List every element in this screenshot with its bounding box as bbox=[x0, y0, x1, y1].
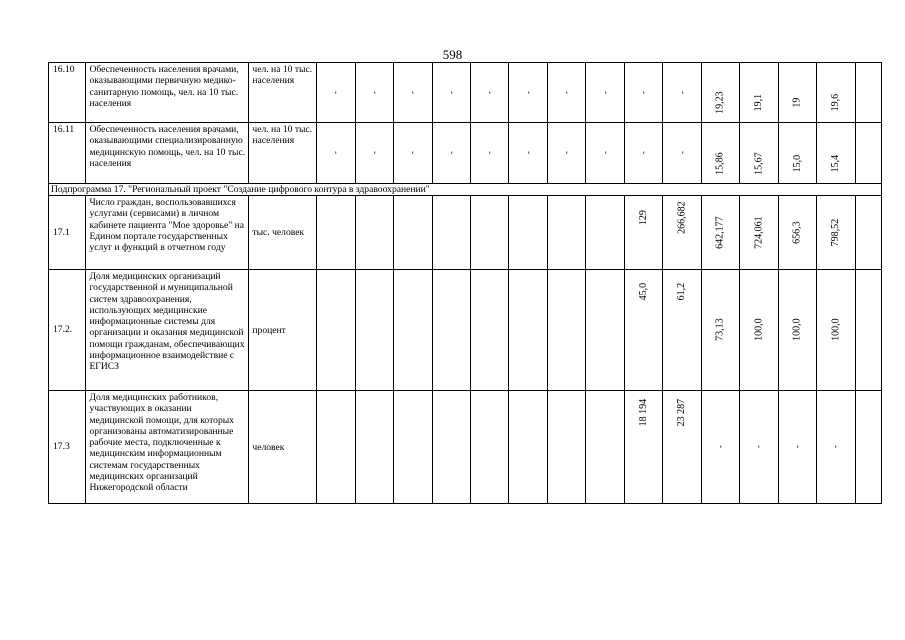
value-cell bbox=[663, 123, 701, 184]
value-text: 129 bbox=[637, 210, 649, 226]
value-text: - bbox=[599, 90, 610, 94]
value-cell bbox=[509, 63, 547, 123]
value-text: - bbox=[445, 90, 456, 94]
value-text: - bbox=[522, 90, 533, 94]
row-number: 17.3 bbox=[49, 391, 86, 504]
value-cell bbox=[547, 270, 585, 391]
unit-of-measure: чел. на 10 тыс. населения bbox=[249, 123, 317, 184]
value-cell bbox=[855, 123, 881, 184]
value-cell bbox=[740, 270, 778, 391]
value-text: - bbox=[560, 90, 571, 94]
value-text: - bbox=[753, 445, 764, 449]
value-cell bbox=[855, 391, 881, 504]
value-cell bbox=[586, 270, 624, 391]
table-row bbox=[49, 196, 882, 270]
value-cell bbox=[471, 123, 509, 184]
value-cell bbox=[624, 123, 662, 184]
value-cell bbox=[740, 196, 778, 270]
value-cell bbox=[624, 63, 662, 123]
value-cell bbox=[817, 270, 855, 391]
value-cell bbox=[547, 391, 585, 504]
value-cell bbox=[586, 196, 624, 270]
value-text: - bbox=[522, 151, 533, 155]
value-cell bbox=[778, 270, 816, 391]
value-text: - bbox=[484, 90, 495, 94]
value-cell bbox=[432, 270, 470, 391]
value-text: 61,2 bbox=[676, 282, 688, 301]
value-cell bbox=[701, 391, 739, 504]
value-text: - bbox=[330, 90, 341, 94]
value-cell bbox=[394, 196, 432, 270]
value-cell bbox=[471, 63, 509, 123]
value-text: - bbox=[368, 90, 379, 94]
value-cell bbox=[817, 196, 855, 270]
value-cell bbox=[394, 270, 432, 391]
value-cell bbox=[355, 123, 393, 184]
indicator-name: Доля медицинских работников, участвующих в оказании медицинской помощи, для которых организованы автоматизированные рабочие места, подключенные к медицинским информационным системам государственных медицинских организаций Нижегородской области bbox=[86, 391, 249, 504]
value-cell bbox=[471, 391, 509, 504]
subprogram-title: Подпрограмма 17. "Региональный проект "Создание цифрового контура в здравоохранении" bbox=[49, 184, 882, 196]
value-text: 19,1 bbox=[753, 93, 765, 112]
row-number: 16.11 bbox=[49, 123, 86, 184]
value-cell bbox=[509, 391, 547, 504]
value-cell bbox=[624, 196, 662, 270]
row-number: 17.2. bbox=[49, 270, 86, 391]
value-cell bbox=[432, 63, 470, 123]
value-cell bbox=[586, 123, 624, 184]
value-cell bbox=[317, 196, 355, 270]
value-text: 15,86 bbox=[714, 152, 726, 175]
value-text: 266,682 bbox=[676, 201, 688, 234]
unit-of-measure: чел. на 10 тыс. населения bbox=[249, 63, 317, 123]
value-text: - bbox=[368, 151, 379, 155]
row-number: 16.10 bbox=[49, 63, 86, 123]
unit-of-measure: человек bbox=[249, 391, 317, 504]
value-cell bbox=[586, 391, 624, 504]
unit-of-measure: тыс. человек bbox=[249, 196, 317, 270]
value-text: 19 bbox=[791, 97, 803, 108]
value-text: - bbox=[791, 445, 802, 449]
value-text: 100,0 bbox=[753, 318, 765, 342]
value-cell bbox=[701, 196, 739, 270]
value-cell bbox=[547, 196, 585, 270]
value-cell bbox=[317, 391, 355, 504]
indicator-name: Число граждан, воспользовавшихся услугами (сервисами) в личном кабинете пациента "Мое здоровье" на Едином портале государственных услуг и функций в отчетном году bbox=[86, 196, 249, 270]
value-cell bbox=[701, 123, 739, 184]
table-row bbox=[49, 391, 882, 504]
value-text: - bbox=[637, 151, 648, 155]
value-cell bbox=[317, 123, 355, 184]
value-cell bbox=[509, 123, 547, 184]
value-text: - bbox=[676, 90, 687, 94]
value-text: 19,23 bbox=[714, 91, 726, 114]
value-cell bbox=[432, 196, 470, 270]
table-row bbox=[49, 63, 882, 123]
table-row bbox=[49, 270, 882, 391]
value-text: 15,67 bbox=[753, 152, 765, 175]
value-text: 45,0 bbox=[637, 282, 649, 301]
value-cell bbox=[355, 391, 393, 504]
value-cell bbox=[394, 63, 432, 123]
value-text: 798,52 bbox=[830, 218, 842, 247]
value-cell bbox=[778, 196, 816, 270]
value-text: - bbox=[407, 151, 418, 155]
value-text: 642,177 bbox=[714, 216, 726, 249]
value-text: - bbox=[330, 151, 341, 155]
value-cell bbox=[663, 391, 701, 504]
value-text: - bbox=[445, 151, 456, 155]
value-cell bbox=[394, 391, 432, 504]
value-cell bbox=[663, 196, 701, 270]
value-cell bbox=[394, 123, 432, 184]
value-cell bbox=[624, 391, 662, 504]
value-text: - bbox=[637, 90, 648, 94]
value-text: 100,0 bbox=[791, 318, 803, 342]
value-cell bbox=[740, 391, 778, 504]
value-text: - bbox=[560, 151, 571, 155]
unit-of-measure: процент bbox=[249, 270, 317, 391]
value-cell bbox=[778, 123, 816, 184]
value-cell bbox=[509, 196, 547, 270]
value-cell bbox=[817, 391, 855, 504]
value-text: 724,061 bbox=[753, 216, 765, 249]
value-cell bbox=[855, 63, 881, 123]
value-text: 15,0 bbox=[791, 154, 803, 173]
value-text: - bbox=[599, 151, 610, 155]
value-text: - bbox=[830, 445, 841, 449]
page-number: 598 bbox=[442, 47, 463, 62]
value-cell bbox=[586, 63, 624, 123]
row-number: 17.1 bbox=[49, 196, 86, 270]
value-cell bbox=[701, 63, 739, 123]
value-text: 19,6 bbox=[830, 93, 842, 112]
value-cell bbox=[471, 270, 509, 391]
indicator-name: Доля медицинских организаций государственной и муниципальной систем здравоохранения, использующих медицинские информационные системы для организации и оказания медицинской помощи гражданам, обеспечивающих информационное взаимодействие с ЕГИСЗ bbox=[86, 270, 249, 391]
value-cell bbox=[317, 63, 355, 123]
value-cell bbox=[355, 270, 393, 391]
value-cell bbox=[624, 270, 662, 391]
table-row bbox=[49, 123, 882, 184]
value-cell bbox=[355, 63, 393, 123]
value-cell bbox=[817, 123, 855, 184]
value-cell bbox=[547, 63, 585, 123]
value-text: 15,4 bbox=[830, 154, 842, 173]
value-text: 23 287 bbox=[676, 398, 688, 427]
value-text: 656,3 bbox=[791, 221, 803, 244]
indicator-name: Обеспеченность населения врачами, оказывающими первичную медико-санитарную помощь, чел. на 10 тыс. населения bbox=[86, 63, 249, 123]
value-cell bbox=[663, 63, 701, 123]
value-cell bbox=[355, 196, 393, 270]
value-text: 100,0 bbox=[830, 318, 842, 342]
value-cell bbox=[701, 270, 739, 391]
value-text: 73,13 bbox=[714, 318, 726, 342]
value-cell bbox=[509, 270, 547, 391]
value-cell bbox=[547, 123, 585, 184]
value-text: - bbox=[484, 151, 495, 155]
value-cell bbox=[663, 270, 701, 391]
value-text: - bbox=[407, 90, 418, 94]
value-text: - bbox=[714, 445, 725, 449]
indicators-table bbox=[48, 62, 882, 504]
value-cell bbox=[432, 391, 470, 504]
value-cell bbox=[855, 196, 881, 270]
value-cell bbox=[317, 270, 355, 391]
value-cell bbox=[471, 196, 509, 270]
value-text: 18 194 bbox=[637, 398, 649, 427]
value-cell bbox=[817, 63, 855, 123]
value-cell bbox=[778, 391, 816, 504]
subprogram-row bbox=[49, 184, 882, 196]
indicator-name: Обеспеченность населения врачами, оказывающими специализированную медицинскую помощь, чел. на 10 тыс. населения bbox=[86, 123, 249, 184]
value-cell bbox=[740, 123, 778, 184]
value-cell bbox=[740, 63, 778, 123]
value-cell bbox=[432, 123, 470, 184]
value-text: - bbox=[676, 151, 687, 155]
value-cell bbox=[778, 63, 816, 123]
value-cell bbox=[855, 270, 881, 391]
